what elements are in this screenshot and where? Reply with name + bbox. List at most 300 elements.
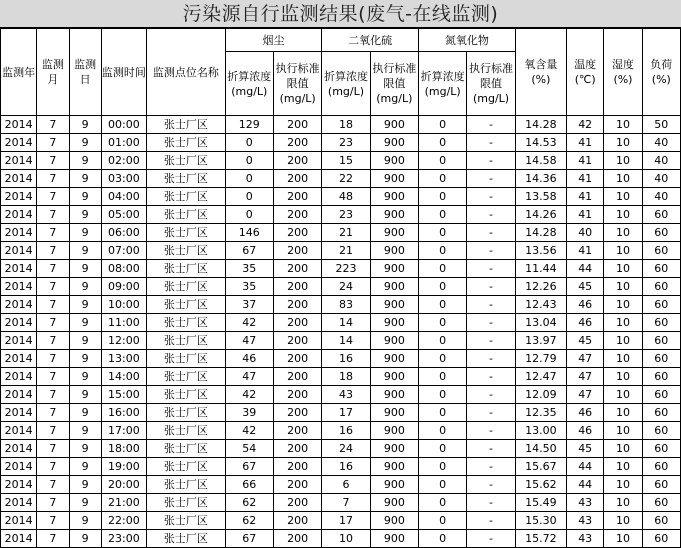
- cell-load: 50: [642, 116, 680, 134]
- cell-nox-limit: -: [467, 116, 515, 134]
- cell-so2-conc: 223: [322, 260, 370, 278]
- cell-day: 9: [69, 206, 101, 224]
- cell-oxygen: 14.58: [515, 152, 566, 170]
- cell-temperature: 46: [567, 422, 604, 440]
- cell-oxygen: 13.00: [515, 422, 566, 440]
- cell-smoke-conc: 0: [225, 206, 273, 224]
- table-row: [1, 278, 681, 296]
- cell-site: 张士厂区: [147, 350, 226, 368]
- cell-time: 13:00: [101, 350, 146, 368]
- header-year: 监测年: [1, 29, 37, 116]
- cell-nox-conc: 0: [419, 188, 467, 206]
- cell-month: 7: [37, 350, 69, 368]
- cell-load: 60: [642, 260, 680, 278]
- cell-nox-limit: -: [467, 368, 515, 386]
- cell-time: 18:00: [101, 440, 146, 458]
- cell-so2-conc: 14: [322, 314, 370, 332]
- table-row: [1, 494, 681, 512]
- cell-so2-conc: 16: [322, 350, 370, 368]
- cell-oxygen: 14.26: [515, 206, 566, 224]
- cell-year: 2014: [1, 278, 37, 296]
- cell-oxygen: 13.97: [515, 332, 566, 350]
- cell-nox-limit: -: [467, 332, 515, 350]
- cell-so2-limit: 900: [370, 422, 418, 440]
- cell-so2-conc: 43: [322, 386, 370, 404]
- cell-nox-conc: 0: [419, 458, 467, 476]
- cell-day: 9: [69, 170, 101, 188]
- cell-humidity: 10: [604, 296, 642, 314]
- cell-oxygen: 11.44: [515, 260, 566, 278]
- cell-time: 20:00: [101, 476, 146, 494]
- cell-day: 9: [69, 296, 101, 314]
- cell-oxygen: 15.72: [515, 530, 566, 548]
- header-oxygen: 氧含量(%): [515, 29, 566, 116]
- cell-oxygen: 12.09: [515, 386, 566, 404]
- cell-day: 9: [69, 476, 101, 494]
- cell-so2-limit: 900: [370, 188, 418, 206]
- cell-so2-limit: 900: [370, 494, 418, 512]
- cell-nox-limit: -: [467, 278, 515, 296]
- cell-time: 19:00: [101, 458, 146, 476]
- cell-temperature: 46: [567, 296, 604, 314]
- cell-day: 9: [69, 152, 101, 170]
- table-row: [1, 260, 681, 278]
- cell-so2-conc: 22: [322, 170, 370, 188]
- cell-humidity: 10: [604, 134, 642, 152]
- cell-temperature: 41: [567, 242, 604, 260]
- cell-oxygen: 15.49: [515, 494, 566, 512]
- cell-day: 9: [69, 368, 101, 386]
- cell-oxygen: 13.56: [515, 242, 566, 260]
- cell-nox-limit: -: [467, 512, 515, 530]
- cell-time: 11:00: [101, 314, 146, 332]
- cell-time: 15:00: [101, 386, 146, 404]
- cell-smoke-limit: 200: [273, 152, 321, 170]
- cell-nox-conc: 0: [419, 152, 467, 170]
- table-row: [1, 422, 681, 440]
- header-smoke: 烟尘: [225, 29, 322, 52]
- cell-year: 2014: [1, 476, 37, 494]
- cell-year: 2014: [1, 314, 37, 332]
- header-so2: 二氧化硫: [322, 29, 419, 52]
- cell-smoke-conc: 0: [225, 152, 273, 170]
- cell-nox-limit: -: [467, 494, 515, 512]
- cell-nox-conc: 0: [419, 386, 467, 404]
- cell-site: 张士厂区: [147, 224, 226, 242]
- cell-site: 张士厂区: [147, 368, 226, 386]
- cell-month: 7: [37, 512, 69, 530]
- cell-site: 张士厂区: [147, 476, 226, 494]
- cell-time: 03:00: [101, 170, 146, 188]
- cell-nox-conc: 0: [419, 494, 467, 512]
- cell-temperature: 47: [567, 350, 604, 368]
- cell-humidity: 10: [604, 332, 642, 350]
- cell-day: 9: [69, 440, 101, 458]
- cell-smoke-limit: 200: [273, 368, 321, 386]
- cell-humidity: 10: [604, 260, 642, 278]
- cell-nox-limit: -: [467, 458, 515, 476]
- cell-nox-limit: -: [467, 530, 515, 548]
- cell-humidity: 10: [604, 170, 642, 188]
- cell-temperature: 40: [567, 224, 604, 242]
- cell-nox-limit: -: [467, 152, 515, 170]
- cell-so2-conc: 83: [322, 296, 370, 314]
- cell-site: 张士厂区: [147, 260, 226, 278]
- table-row: [1, 368, 681, 386]
- cell-month: 7: [37, 314, 69, 332]
- cell-smoke-limit: 200: [273, 422, 321, 440]
- cell-month: 7: [37, 188, 69, 206]
- cell-oxygen: 15.62: [515, 476, 566, 494]
- cell-site: 张士厂区: [147, 116, 226, 134]
- cell-month: 7: [37, 170, 69, 188]
- cell-smoke-limit: 200: [273, 512, 321, 530]
- cell-smoke-conc: 54: [225, 440, 273, 458]
- cell-humidity: 10: [604, 512, 642, 530]
- cell-day: 9: [69, 458, 101, 476]
- cell-so2-conc: 17: [322, 404, 370, 422]
- cell-oxygen: 13.04: [515, 314, 566, 332]
- table-row: [1, 440, 681, 458]
- cell-day: 9: [69, 224, 101, 242]
- cell-nox-conc: 0: [419, 260, 467, 278]
- cell-so2-limit: 900: [370, 170, 418, 188]
- cell-humidity: 10: [604, 494, 642, 512]
- cell-so2-limit: 900: [370, 134, 418, 152]
- cell-load: 60: [642, 242, 680, 260]
- cell-nox-limit: -: [467, 422, 515, 440]
- cell-month: 7: [37, 224, 69, 242]
- cell-time: 00:00: [101, 116, 146, 134]
- cell-day: 9: [69, 422, 101, 440]
- cell-humidity: 10: [604, 458, 642, 476]
- cell-so2-conc: 23: [322, 206, 370, 224]
- cell-so2-limit: 900: [370, 260, 418, 278]
- table-row: [1, 458, 681, 476]
- cell-day: 9: [69, 530, 101, 548]
- cell-time: 02:00: [101, 152, 146, 170]
- header-load: 负荷(%): [642, 29, 680, 116]
- table-body: [1, 116, 681, 548]
- cell-smoke-conc: 67: [225, 530, 273, 548]
- cell-oxygen: 14.36: [515, 170, 566, 188]
- table-row: [1, 314, 681, 332]
- cell-month: 7: [37, 368, 69, 386]
- cell-humidity: 10: [604, 440, 642, 458]
- table-row: [1, 152, 681, 170]
- cell-smoke-limit: 200: [273, 404, 321, 422]
- cell-so2-limit: 900: [370, 296, 418, 314]
- cell-time: 04:00: [101, 188, 146, 206]
- cell-day: 9: [69, 314, 101, 332]
- cell-so2-conc: 21: [322, 224, 370, 242]
- table-row: [1, 116, 681, 134]
- cell-month: 7: [37, 152, 69, 170]
- cell-oxygen: 15.30: [515, 512, 566, 530]
- cell-temperature: 46: [567, 404, 604, 422]
- cell-smoke-conc: 37: [225, 296, 273, 314]
- cell-humidity: 10: [604, 314, 642, 332]
- cell-year: 2014: [1, 530, 37, 548]
- cell-nox-conc: 0: [419, 512, 467, 530]
- table-row: [1, 512, 681, 530]
- cell-load: 60: [642, 476, 680, 494]
- cell-so2-conc: 6: [322, 476, 370, 494]
- cell-site: 张士厂区: [147, 152, 226, 170]
- cell-day: 9: [69, 332, 101, 350]
- cell-temperature: 45: [567, 440, 604, 458]
- cell-oxygen: 12.47: [515, 368, 566, 386]
- cell-day: 9: [69, 386, 101, 404]
- cell-so2-conc: 48: [322, 188, 370, 206]
- cell-time: 10:00: [101, 296, 146, 314]
- cell-nox-conc: 0: [419, 206, 467, 224]
- cell-year: 2014: [1, 440, 37, 458]
- cell-day: 9: [69, 260, 101, 278]
- table-row: [1, 242, 681, 260]
- cell-month: 7: [37, 494, 69, 512]
- header-site: 监测点位名称: [147, 29, 226, 116]
- cell-so2-limit: 900: [370, 206, 418, 224]
- cell-month: 7: [37, 134, 69, 152]
- cell-site: 张士厂区: [147, 422, 226, 440]
- table-row: [1, 206, 681, 224]
- cell-smoke-conc: 0: [225, 134, 273, 152]
- cell-month: 7: [37, 332, 69, 350]
- cell-load: 60: [642, 512, 680, 530]
- cell-year: 2014: [1, 224, 37, 242]
- cell-so2-limit: 900: [370, 530, 418, 548]
- cell-so2-conc: 7: [322, 494, 370, 512]
- cell-temperature: 43: [567, 530, 604, 548]
- cell-smoke-limit: 200: [273, 296, 321, 314]
- cell-temperature: 43: [567, 512, 604, 530]
- cell-time: 12:00: [101, 332, 146, 350]
- cell-smoke-limit: 200: [273, 386, 321, 404]
- cell-smoke-conc: 47: [225, 332, 273, 350]
- cell-smoke-limit: 200: [273, 278, 321, 296]
- cell-month: 7: [37, 530, 69, 548]
- cell-smoke-conc: 42: [225, 314, 273, 332]
- cell-so2-limit: 900: [370, 314, 418, 332]
- cell-nox-limit: -: [467, 314, 515, 332]
- cell-time: 21:00: [101, 494, 146, 512]
- cell-so2-conc: 24: [322, 278, 370, 296]
- cell-oxygen: 12.79: [515, 350, 566, 368]
- cell-load: 40: [642, 170, 680, 188]
- cell-year: 2014: [1, 188, 37, 206]
- header-smoke-conc: 折算浓度(mg/L): [225, 52, 273, 116]
- cell-smoke-conc: 129: [225, 116, 273, 134]
- cell-smoke-conc: 67: [225, 242, 273, 260]
- cell-smoke-conc: 47: [225, 368, 273, 386]
- cell-temperature: 41: [567, 152, 604, 170]
- cell-humidity: 10: [604, 188, 642, 206]
- cell-nox-limit: -: [467, 134, 515, 152]
- cell-oxygen: 14.53: [515, 134, 566, 152]
- cell-time: 14:00: [101, 368, 146, 386]
- cell-load: 60: [642, 224, 680, 242]
- cell-nox-limit: -: [467, 296, 515, 314]
- cell-site: 张士厂区: [147, 440, 226, 458]
- cell-so2-limit: 900: [370, 116, 418, 134]
- cell-year: 2014: [1, 260, 37, 278]
- header-so2-conc: 折算浓度(mg/L): [322, 52, 370, 116]
- cell-so2-conc: 14: [322, 332, 370, 350]
- cell-smoke-conc: 35: [225, 278, 273, 296]
- cell-load: 60: [642, 350, 680, 368]
- table-row: [1, 170, 681, 188]
- cell-nox-conc: 0: [419, 350, 467, 368]
- cell-nox-conc: 0: [419, 224, 467, 242]
- cell-smoke-limit: 200: [273, 440, 321, 458]
- cell-temperature: 41: [567, 134, 604, 152]
- cell-so2-conc: 24: [322, 440, 370, 458]
- cell-year: 2014: [1, 350, 37, 368]
- cell-site: 张士厂区: [147, 242, 226, 260]
- cell-temperature: 43: [567, 494, 604, 512]
- cell-nox-conc: 0: [419, 440, 467, 458]
- cell-humidity: 10: [604, 242, 642, 260]
- cell-smoke-limit: 200: [273, 458, 321, 476]
- cell-humidity: 10: [604, 350, 642, 368]
- cell-oxygen: 13.58: [515, 188, 566, 206]
- cell-load: 60: [642, 458, 680, 476]
- cell-month: 7: [37, 296, 69, 314]
- cell-so2-limit: 900: [370, 368, 418, 386]
- cell-so2-limit: 900: [370, 332, 418, 350]
- cell-smoke-limit: 200: [273, 242, 321, 260]
- cell-load: 60: [642, 494, 680, 512]
- monitoring-table: [0, 28, 681, 548]
- cell-temperature: 41: [567, 170, 604, 188]
- cell-smoke-limit: 200: [273, 170, 321, 188]
- cell-nox-conc: 0: [419, 242, 467, 260]
- cell-humidity: 10: [604, 368, 642, 386]
- cell-humidity: 10: [604, 152, 642, 170]
- cell-nox-conc: 0: [419, 170, 467, 188]
- cell-year: 2014: [1, 332, 37, 350]
- cell-smoke-limit: 200: [273, 116, 321, 134]
- cell-temperature: 41: [567, 188, 604, 206]
- cell-year: 2014: [1, 116, 37, 134]
- cell-nox-limit: -: [467, 188, 515, 206]
- cell-humidity: 10: [604, 206, 642, 224]
- cell-so2-conc: 16: [322, 458, 370, 476]
- cell-site: 张士厂区: [147, 188, 226, 206]
- cell-month: 7: [37, 116, 69, 134]
- table-row: [1, 224, 681, 242]
- table-row: [1, 386, 681, 404]
- cell-nox-conc: 0: [419, 476, 467, 494]
- header-smoke-limit: 执行标准限值(mg/L): [273, 52, 321, 116]
- cell-site: 张士厂区: [147, 314, 226, 332]
- cell-day: 9: [69, 404, 101, 422]
- cell-temperature: 44: [567, 476, 604, 494]
- cell-nox-conc: 0: [419, 134, 467, 152]
- cell-nox-conc: 0: [419, 296, 467, 314]
- cell-nox-conc: 0: [419, 368, 467, 386]
- cell-smoke-limit: 200: [273, 260, 321, 278]
- cell-humidity: 10: [604, 530, 642, 548]
- cell-load: 60: [642, 314, 680, 332]
- cell-temperature: 45: [567, 332, 604, 350]
- cell-year: 2014: [1, 404, 37, 422]
- cell-smoke-limit: 200: [273, 530, 321, 548]
- cell-so2-conc: 17: [322, 512, 370, 530]
- cell-smoke-conc: 62: [225, 494, 273, 512]
- cell-temperature: 41: [567, 206, 604, 224]
- cell-smoke-conc: 35: [225, 260, 273, 278]
- cell-load: 40: [642, 134, 680, 152]
- cell-smoke-limit: 200: [273, 350, 321, 368]
- cell-nox-limit: -: [467, 350, 515, 368]
- cell-time: 16:00: [101, 404, 146, 422]
- header-time: 监测时间: [101, 29, 146, 116]
- cell-temperature: 47: [567, 386, 604, 404]
- cell-month: 7: [37, 386, 69, 404]
- cell-so2-limit: 900: [370, 242, 418, 260]
- header-temperature: 温度(℃): [567, 29, 604, 116]
- report-title: 污染源自行监测结果(废气-在线监测): [0, 0, 681, 28]
- cell-nox-conc: 0: [419, 278, 467, 296]
- cell-humidity: 10: [604, 116, 642, 134]
- table-row: [1, 134, 681, 152]
- cell-year: 2014: [1, 422, 37, 440]
- table-row: [1, 530, 681, 548]
- cell-time: 07:00: [101, 242, 146, 260]
- cell-year: 2014: [1, 386, 37, 404]
- cell-load: 60: [642, 296, 680, 314]
- cell-nox-limit: -: [467, 224, 515, 242]
- cell-nox-conc: 0: [419, 422, 467, 440]
- cell-oxygen: 12.26: [515, 278, 566, 296]
- cell-site: 张士厂区: [147, 494, 226, 512]
- cell-temperature: 44: [567, 260, 604, 278]
- header-month: 监测月: [37, 29, 69, 116]
- cell-nox-limit: -: [467, 476, 515, 494]
- cell-temperature: 47: [567, 368, 604, 386]
- cell-site: 张士厂区: [147, 278, 226, 296]
- cell-year: 2014: [1, 494, 37, 512]
- cell-so2-limit: 900: [370, 476, 418, 494]
- cell-load: 60: [642, 404, 680, 422]
- cell-smoke-conc: 67: [225, 458, 273, 476]
- cell-load: 60: [642, 440, 680, 458]
- header-nox-conc: 折算浓度(mg/L): [419, 52, 467, 116]
- cell-oxygen: 15.67: [515, 458, 566, 476]
- cell-so2-limit: 900: [370, 278, 418, 296]
- cell-site: 张士厂区: [147, 296, 226, 314]
- cell-so2-limit: 900: [370, 440, 418, 458]
- cell-year: 2014: [1, 296, 37, 314]
- cell-smoke-conc: 42: [225, 386, 273, 404]
- cell-load: 40: [642, 152, 680, 170]
- cell-so2-conc: 18: [322, 368, 370, 386]
- header-humidity: 湿度(%): [604, 29, 642, 116]
- cell-time: 01:00: [101, 134, 146, 152]
- cell-load: 40: [642, 188, 680, 206]
- cell-year: 2014: [1, 368, 37, 386]
- cell-nox-limit: -: [467, 206, 515, 224]
- cell-nox-limit: -: [467, 242, 515, 260]
- cell-oxygen: 14.28: [515, 116, 566, 134]
- cell-year: 2014: [1, 152, 37, 170]
- cell-month: 7: [37, 458, 69, 476]
- cell-oxygen: 14.28: [515, 224, 566, 242]
- cell-so2-conc: 23: [322, 134, 370, 152]
- table-row: [1, 404, 681, 422]
